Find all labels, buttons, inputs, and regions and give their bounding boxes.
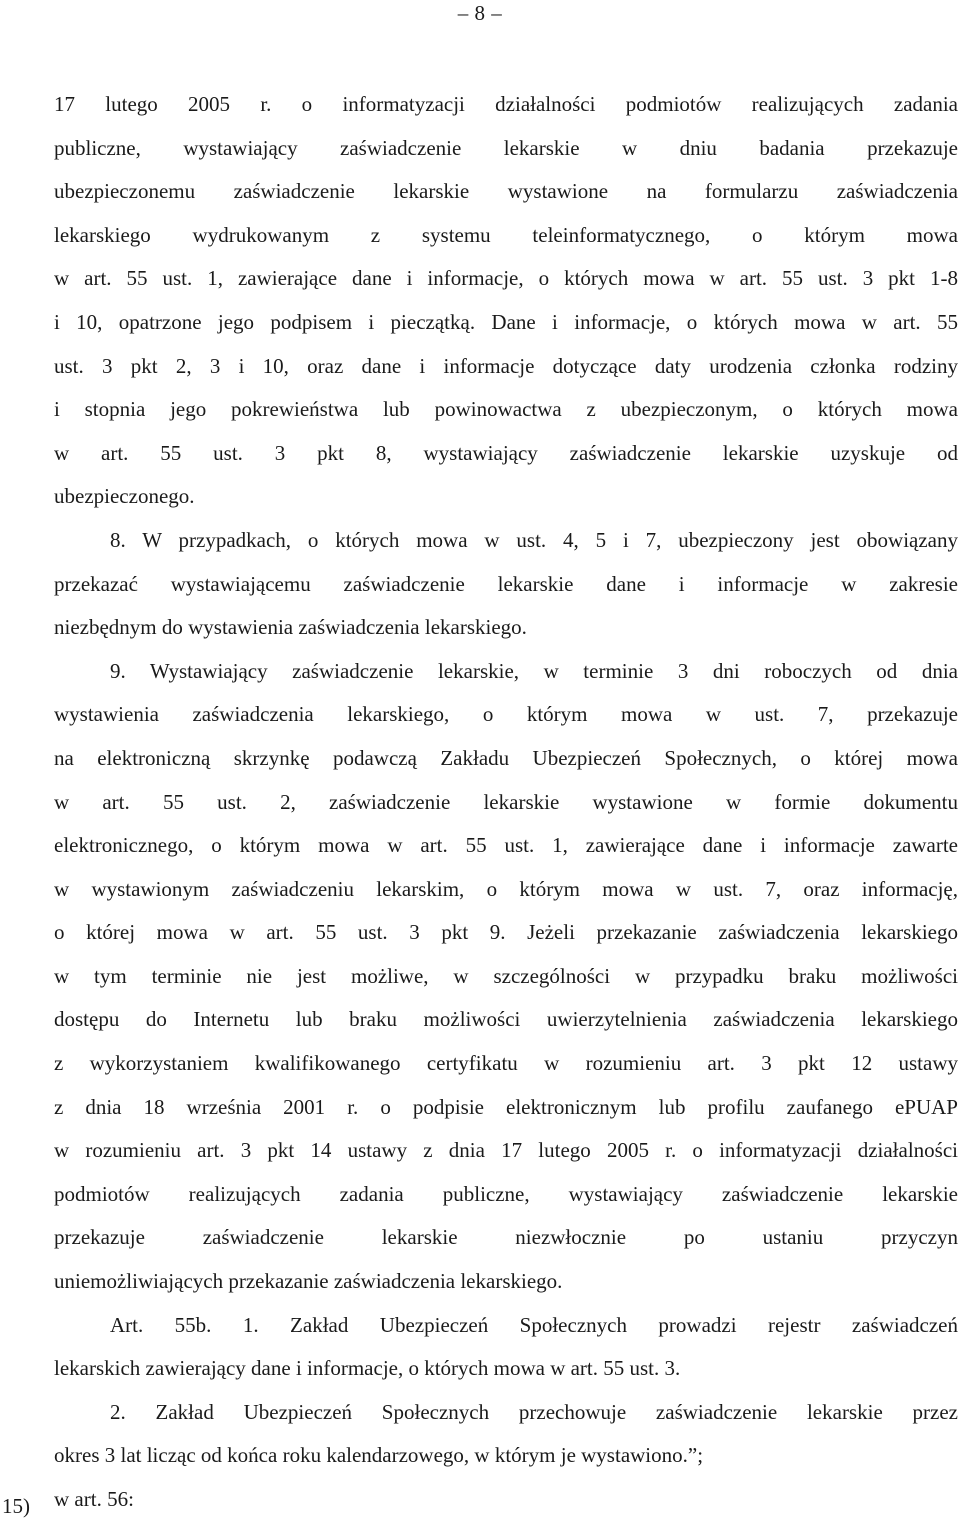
text-line: w art. 56: [54,1487,134,1511]
text-line: 17 lutego 2005 r. o informatyzacji działalności podmiotów realizujących zadania [54,92,958,116]
text-line: w wystawionym zaświadczeniu lekarskim, o którym mowa w ust. 7, oraz informację, [54,876,958,901]
list-marker: 15) [2,1494,30,1518]
text-line: publiczne, wystawiający zaświadczenie lekarskie w dniu badania przekazuje [54,135,958,160]
text-line: uniemożliwiających przekazanie zaświadczenia lekarskiego. [54,1269,563,1294]
text-line: w tym terminie nie jest możliwe, w szczególności w przypadku braku możliwości [54,963,958,988]
text-line: w art. 55 ust. 3 pkt 8, wystawiający zaświadczenie lekarskie uzyskuje od [54,440,958,465]
text-line: z dnia 18 września 2001 r. o podpisie elektronicznym lub profilu zaufanego ePUAP [54,1094,958,1119]
text-line: lekarskiego wydrukowanym z systemu teleinformatycznego, o którym mowa [54,222,958,247]
text-line: o której mowa w art. 55 ust. 3 pkt 9. Jeżeli przekazanie zaświadczenia lekarskiego [54,920,958,945]
text-line: na elektroniczną skrzynkę podawczą Zakładu Ubezpieczeń Społecznych, o której mowa [54,745,958,770]
text-line: w art. 55 ust. 2, zaświadczenie lekarskie wystawione w formie dokumentu [54,789,958,814]
text-line: przekazuje zaświadczenie lekarskie niezwłocznie po ustaniu przyczyn [54,1225,958,1250]
text-line: wystawienia zaświadczenia lekarskiego, o którym mowa w ust. 7, przekazuje [54,702,958,727]
text-line: elektronicznego, o którym mowa w art. 55 ust. 1, zawierające dane i informacje zawarte [54,833,958,858]
text-line: przekazać wystawiającemu zaświadczenie lekarskie dane i informacje w zakresie [54,571,958,596]
text-line: z wykorzystaniem kwalifikowanego certyfikatu w rozumieniu art. 3 pkt 12 ustawy [54,1051,958,1076]
text-line: i stopnia jego pokrewieństwa lub powinowactwa z ubezpieczonym, o których mowa [54,397,958,422]
text-line: lekarskich zawierający dane i informacje, o których mowa w art. 55 ust. 3. [54,1356,681,1381]
text-line: w rozumieniu art. 3 pkt 14 ustawy z dnia 17 lutego 2005 r. o informatyzacji działalności [54,1138,958,1163]
text-line: podmiotów realizujących zadania publiczne, wystawiający zaświadczenie lekarskie [54,1181,958,1206]
text-line: w art. 55 ust. 1, zawierające dane i informacje, o których mowa w art. 55 ust. 3 pkt 1-8 [54,266,958,291]
text-line: 2. Zakład Ubezpieczeń Społecznych przechowuje zaświadczenie lekarskie przez [110,1399,958,1424]
text-line: ust. 3 pkt 2, 3 i 10, oraz dane i informacje dotyczące daty urodzenia członka rodziny [54,353,958,378]
text-line: ubezpieczonego. [54,484,195,509]
text-line: niezbędnym do wystawienia zaświadczenia lekarskiego. [54,615,527,640]
text-line: 8. W przypadkach, o których mowa w ust. 4, 5 i 7, ubezpieczony jest obowiązany [110,527,958,552]
text-line: 9. Wystawiający zaświadczenie lekarskie, w terminie 3 dni roboczych od dnia [110,658,958,683]
text-line: ubezpieczonemu zaświadczenie lekarskie wystawione na formularzu zaświadczenia [54,179,958,204]
text-line: okres 3 lat licząc od końca roku kalendarzowego, w którym je wystawiono.”; [54,1443,704,1468]
text-line: Art. 55b. 1. Zakład Ubezpieczeń Społecznych prowadzi rejestr zaświadczeń [110,1312,958,1337]
text-line: i 10, opatrzone jego podpisem i pieczątką. Dane i informacje, o których mowa w art. 55 [54,309,958,334]
page-number: – 8 – [457,1,503,25]
body-text [54,86,958,1525]
text-line: dostępu do Internetu lub braku możliwości uwierzytelnienia zaświadczenia lekarskiego [54,1007,958,1032]
